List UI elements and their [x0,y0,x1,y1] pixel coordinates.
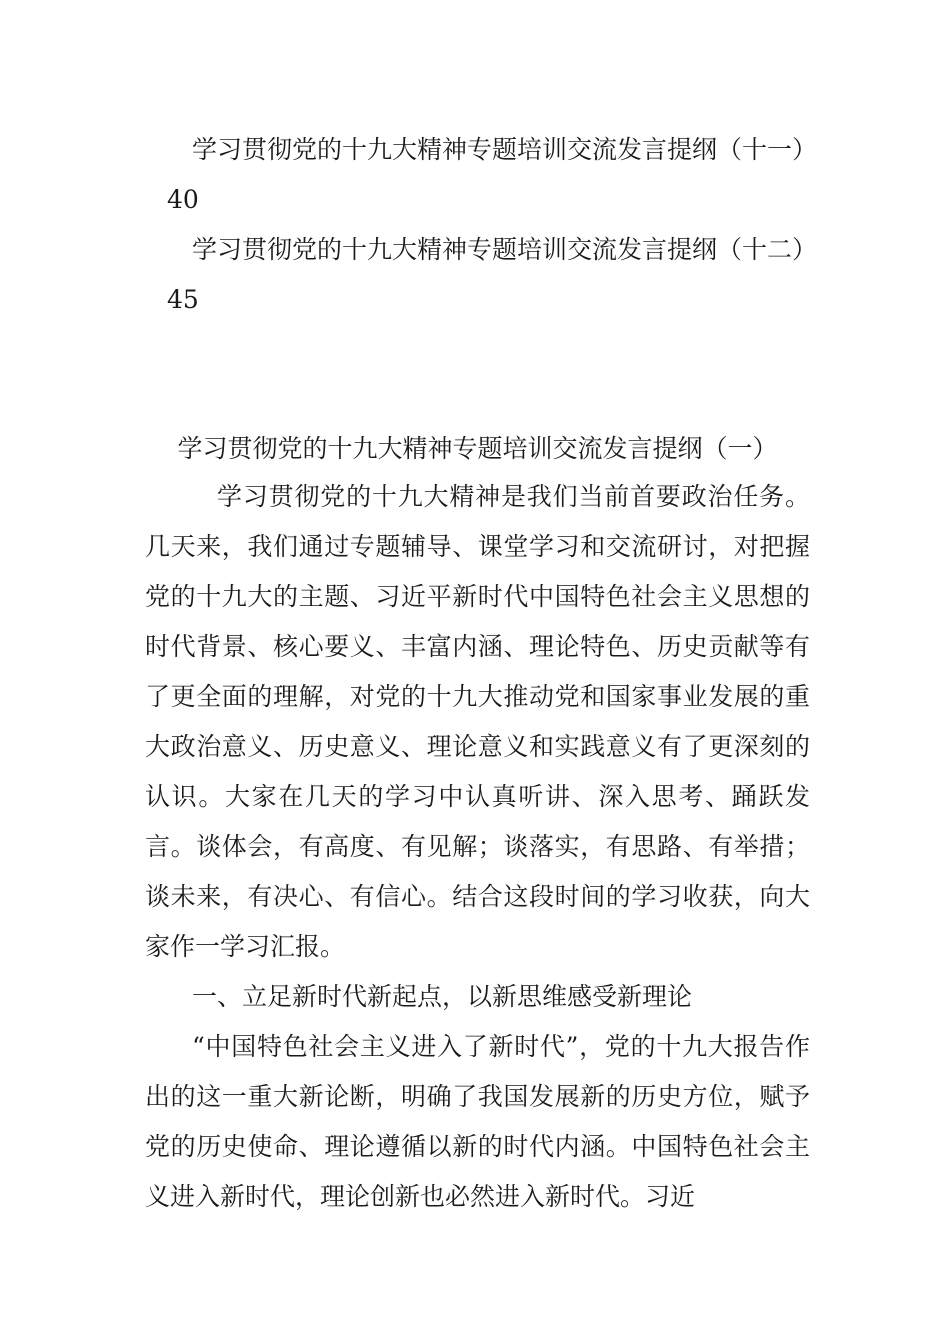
toc-entry-title: 学习贯彻党的十九大精神专题培训交流发言提纲（十二） [192,235,818,264]
document-title: 学习贯彻党的十九大精神专题培训交流发言提纲（一） [177,434,778,463]
section-heading: 一、立足新时代新起点，以新思维感受新理论 [192,982,693,1011]
paragraph: “中国特色社会主义进入了新时代”，党的十九大报告作出的这一重大新论断，明确了我国发展新的历史方位，赋予党的历史使命、理论遵循以新的时代内涵。中国特色社会主义进入新时代，理论创新也必然进入新时代。习近 [145,1032,810,1211]
toc-entry-page: 45 [167,285,199,314]
document-body [145,472,810,1222]
toc-entry[interactable] [145,125,818,225]
toc-entry-page: 40 [167,185,199,214]
toc-entry[interactable] [145,225,818,325]
toc-entry-title: 学习贯彻党的十九大精神专题培训交流发言提纲（十一） [192,135,818,164]
paragraph-intro: 学习贯彻党的十九大精神是我们当前首要政治任务。几天来，我们通过专题辅导、课堂学习和交流研讨，对把握党的十九大的主题、习近平新时代中国特色社会主义思想的时代背景、核心要义、丰富内涵、理论特色、历史贡献等有了更全面的理解，对党的十九大推动党和国家事业发展的重大政治意义、历史意义、理论意义和实践意义有了更深刻的认识。大家在几天的学习中认真听讲、深入思考、踊跃发言。谈体会，有高度、有见解；谈落实，有思路、有举措；谈未来，有决心、有信心。结合这段时间的学习收获，向大家作一学习汇报。 [145,482,810,961]
